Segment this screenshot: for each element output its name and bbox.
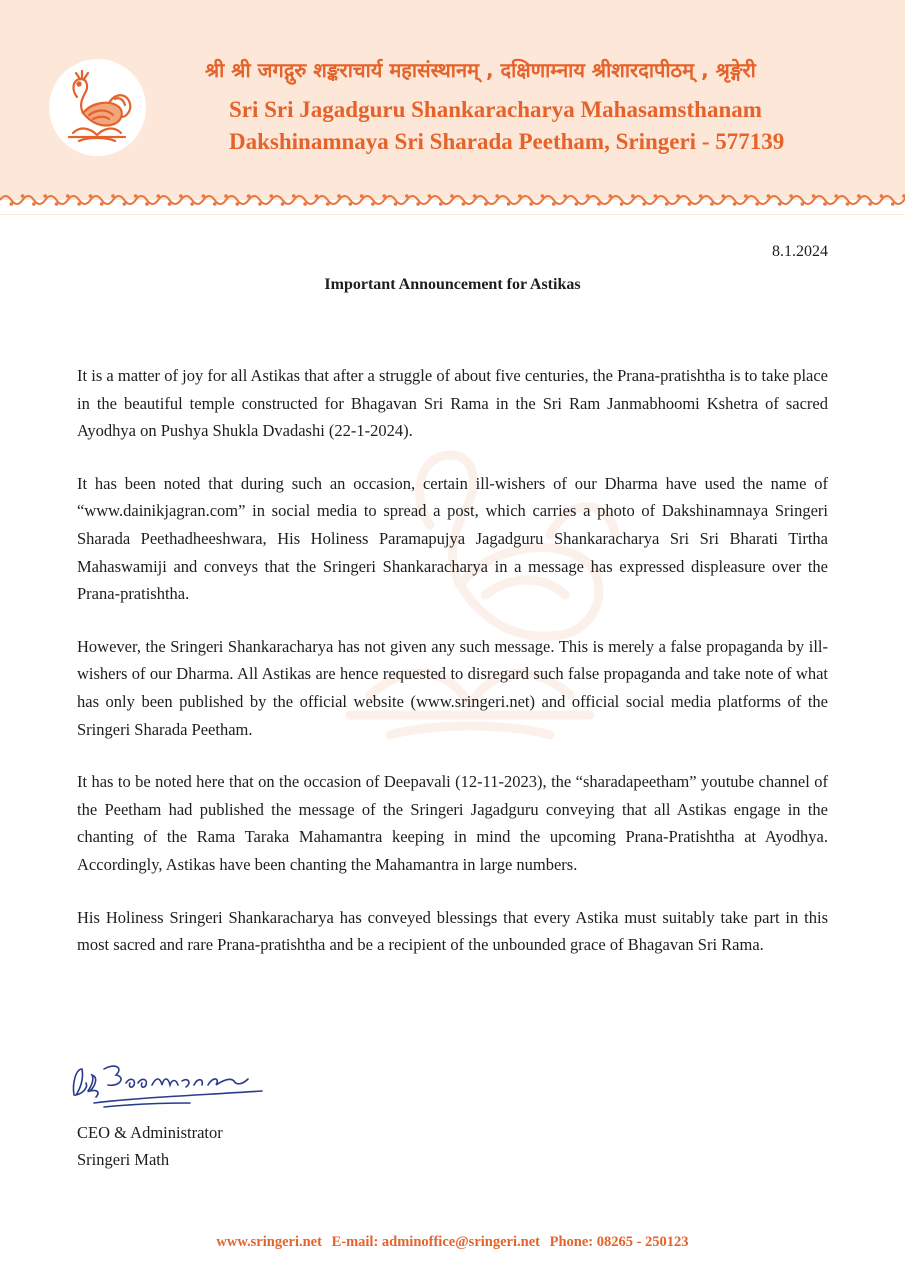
border-dot bbox=[190, 202, 194, 206]
border-dot bbox=[247, 194, 251, 198]
border-dot bbox=[439, 202, 443, 206]
border-dot bbox=[620, 202, 624, 206]
border-dot bbox=[236, 202, 240, 206]
border-dot bbox=[880, 194, 884, 198]
border-dot bbox=[55, 202, 59, 206]
border-dot bbox=[416, 202, 420, 206]
border-dot bbox=[789, 194, 793, 198]
border-dot bbox=[21, 194, 25, 198]
border-dot bbox=[292, 194, 296, 198]
letter-body bbox=[77, 362, 828, 984]
border-dot bbox=[495, 194, 499, 198]
border-dot bbox=[315, 194, 319, 198]
border-dot bbox=[608, 194, 612, 198]
email-link[interactable]: E-mail: adminoffice@sringeri.net bbox=[331, 1234, 540, 1250]
institution-name: Sri Sri Jagadguru Shankaracharya Mahasamsthanam bbox=[229, 97, 762, 122]
border-dot bbox=[755, 202, 759, 206]
border-dot bbox=[597, 202, 601, 206]
sanskrit-title: श्री श्री जगद्गुरु शङ्कराचार्य महासंस्थानम् , दक्षिणाम्नाय श्रीशारदापीठम् , श्रृङ्गेरी bbox=[205, 58, 756, 82]
border-dot bbox=[462, 202, 466, 206]
signatory-title: CEO & Administrator bbox=[77, 1123, 223, 1142]
border-dot bbox=[77, 202, 81, 206]
border-dot bbox=[32, 202, 36, 206]
border-dot bbox=[156, 194, 160, 198]
paragraph-1: It is a matter of joy for all Astikas that after a struggle of about five centuries, the Prana-pratishtha is to take place in the beautiful temple constructed for Bhagavan Sri Rama in the Sri Ram Janmabhoomi Kshetra of sacred Ayodhya on Pushya Shukla Dvadashi (22-1-2024). bbox=[77, 366, 828, 441]
border-dot bbox=[337, 194, 341, 198]
border-dot bbox=[428, 194, 432, 198]
border-dot bbox=[823, 202, 827, 206]
signatory-organization: Sringeri Math bbox=[77, 1150, 170, 1169]
peacock-lotus-emblem-icon bbox=[49, 59, 146, 156]
border-dot bbox=[371, 202, 375, 206]
paragraph-5: His Holiness Sringeri Shankaracharya has conveyed blessings that every Astika must suitably take part in this most sacred and rare Prana-pratishtha and be a recipient of the unbounded grace of Bhagavan Sri Rama. bbox=[77, 907, 828, 955]
border-dot bbox=[778, 202, 782, 206]
announcement-title: Important Announcement for Astikas bbox=[324, 276, 581, 293]
border-dot bbox=[665, 202, 669, 206]
handwritten-signature bbox=[64, 1055, 274, 1110]
logo bbox=[49, 59, 146, 156]
border-dot bbox=[66, 194, 70, 198]
border-dot bbox=[575, 202, 579, 206]
border-dot bbox=[10, 202, 14, 206]
border-dot bbox=[145, 202, 149, 206]
border-dot bbox=[224, 194, 228, 198]
border-dot bbox=[631, 194, 635, 198]
border-dot bbox=[586, 194, 590, 198]
website-link[interactable]: www.sringeri.net bbox=[216, 1234, 322, 1250]
letterhead bbox=[0, 0, 905, 215]
border-dot bbox=[812, 194, 816, 198]
border-dot bbox=[529, 202, 533, 206]
border-dot bbox=[100, 202, 104, 206]
border-dot bbox=[654, 194, 658, 198]
phone-number: Phone: 08265 - 250123 bbox=[549, 1234, 689, 1250]
border-dot bbox=[382, 194, 386, 198]
border-dot bbox=[552, 202, 556, 206]
letter-date: 8.1.2024 bbox=[772, 243, 828, 260]
border-dot bbox=[269, 194, 273, 198]
border-dot bbox=[518, 194, 522, 198]
border-dot bbox=[744, 194, 748, 198]
border-dot bbox=[202, 194, 206, 198]
paragraph-3: However, the Sringeri Shankaracharya has not given any such message. This is merely a false propaganda by ill-wishers of our Dharma. All Astikas are hence requested to disregard such false propaganda and take note of what has only been published by the official website (www.sringeri.net) and official social media platforms of the Sringeri Sharada Peetham. bbox=[77, 636, 828, 739]
border-dot bbox=[111, 194, 115, 198]
border-dot bbox=[281, 202, 285, 206]
border-dot bbox=[733, 202, 737, 206]
border-dot bbox=[123, 202, 127, 206]
border-dot bbox=[801, 202, 805, 206]
border-dot bbox=[688, 202, 692, 206]
border-dot bbox=[473, 194, 477, 198]
border-dot bbox=[303, 202, 307, 206]
border-dot bbox=[405, 194, 409, 198]
border-dot bbox=[891, 202, 895, 206]
border-dot bbox=[134, 194, 138, 198]
border-dot bbox=[484, 202, 488, 206]
border-dot bbox=[349, 202, 353, 206]
border-dot bbox=[168, 202, 172, 206]
paragraph-2: It has been noted that during such an occasion, certain ill-wishers of our Dharma have used the name of “www.dainikjagran.com” in social media to spread a post, which carries a photo of Dakshinamnaya Sringeri Sharada Peethadheeshwara, His Holiness Paramapujya Jagadguru Shankaracharya Sri Sri Bharati Tirtha Mahaswamiji and conveys that the Sringeri Shankaracharya in a message has expressed displeasure over the Prana-pratishtha. bbox=[77, 473, 828, 604]
border-dot bbox=[642, 202, 646, 206]
border-dot bbox=[394, 202, 398, 206]
decorative-border bbox=[0, 186, 905, 214]
border-dot bbox=[213, 202, 217, 206]
footer-contact bbox=[0, 1234, 905, 1251]
border-dot bbox=[43, 194, 47, 198]
border-dot bbox=[857, 194, 861, 198]
border-dot bbox=[834, 194, 838, 198]
border-dot bbox=[179, 194, 183, 198]
border-dot bbox=[767, 194, 771, 198]
institution-address: Dakshinamnaya Sri Sharada Peetham, Sringeri - 577139 bbox=[229, 129, 785, 154]
border-dot bbox=[721, 194, 725, 198]
paragraph-4: It has to be noted here that on the occasion of Deepavali (12-11-2023), the “sharadapeetham” youtube channel of the Peetham had published the message of the Sringeri Jagadguru conveying that all Astikas engage in the chanting of the Rama Taraka Mahamantra keeping in mind the upcoming Prana-Pratishtha at Ayodhya. Accordingly, Astikas have been chanting the Mahamantra in large numbers. bbox=[77, 772, 828, 874]
border-dot bbox=[326, 202, 330, 206]
border-dot bbox=[699, 194, 703, 198]
border-dot bbox=[450, 194, 454, 198]
border-dot bbox=[360, 194, 364, 198]
border-dot bbox=[676, 194, 680, 198]
border-dot bbox=[563, 194, 567, 198]
border-dot bbox=[541, 194, 545, 198]
border-dot bbox=[89, 194, 93, 198]
border-dot bbox=[507, 202, 511, 206]
border-dot bbox=[846, 202, 850, 206]
border-dot bbox=[710, 202, 714, 206]
signatory-block bbox=[77, 1119, 223, 1173]
border-dot bbox=[258, 202, 262, 206]
border-dot bbox=[868, 202, 872, 206]
